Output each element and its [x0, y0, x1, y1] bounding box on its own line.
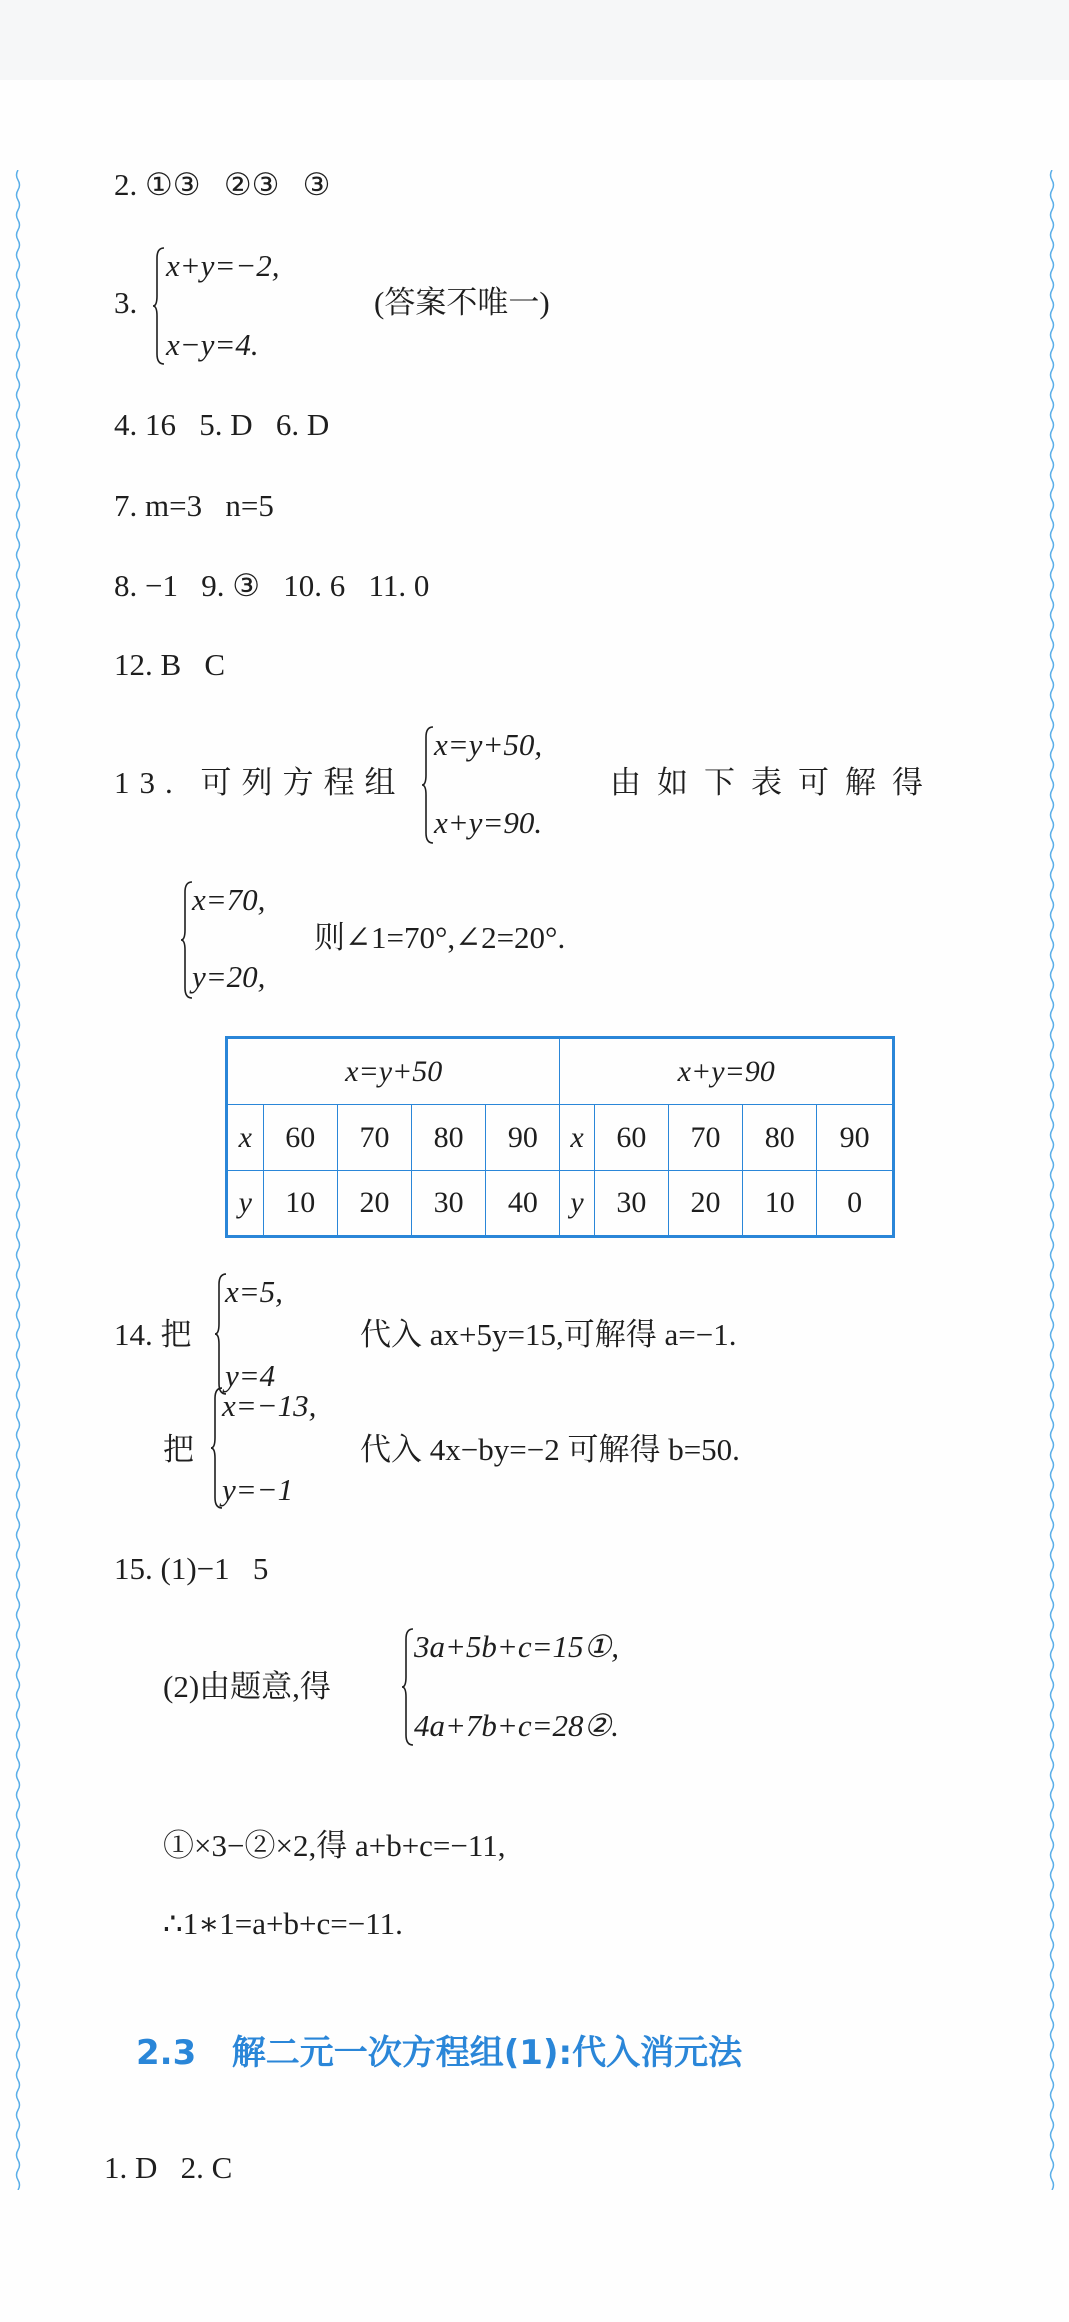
answer-2: 2. ①③ ②③ ③	[114, 167, 331, 202]
table-cell: 30	[594, 1171, 668, 1237]
answer-15-part1: 15. (1)−1 5	[114, 1551, 269, 1586]
answer-7: 7. m=3 n=5	[114, 488, 274, 523]
table-cell: 90	[817, 1105, 894, 1171]
table-cell: x	[560, 1105, 594, 1171]
solution: x=70,	[192, 882, 266, 917]
equation: y=4	[225, 1358, 276, 1393]
answer-13-suffix: 由如下表可解得	[610, 765, 939, 800]
equation: x+y=−2,	[166, 248, 280, 283]
top-margin	[0, 0, 1069, 80]
answer-14-text: 代入 ax+5y=15,可解得 a=−1.	[360, 1317, 737, 1352]
table-header-right: x+y=90	[560, 1038, 894, 1105]
answer-15-part2-prefix: (2)由题意,得	[163, 1669, 331, 1704]
answer-14-prefix2: 把	[163, 1432, 194, 1467]
table-cell: 0	[817, 1171, 894, 1237]
table-cell: 80	[743, 1105, 817, 1171]
table-cell: 80	[412, 1105, 486, 1171]
answer-14-prefix: 14. 把	[114, 1317, 192, 1352]
section-title: 解二元一次方程组(1):代入消元法	[231, 2033, 743, 2073]
table-cell: x	[227, 1105, 264, 1171]
equation: x=5,	[225, 1274, 283, 1309]
equation: x=−13,	[222, 1388, 317, 1423]
section-heading	[136, 2025, 742, 2074]
brace-icon	[152, 246, 166, 366]
table-row-x	[227, 1105, 894, 1171]
table-cell: y	[560, 1171, 594, 1237]
table-cell: 60	[263, 1105, 337, 1171]
equation: x+y=90.	[434, 805, 543, 840]
answer-3-label: 3.	[114, 285, 138, 320]
table-cell: 40	[486, 1171, 560, 1237]
answer-15-conclusion: ∴1∗1=a+b+c=−11.	[163, 1906, 403, 1941]
brace-icon	[401, 1627, 415, 1747]
table-cell: 10	[263, 1171, 337, 1237]
equation: x=y+50,	[434, 727, 543, 762]
table-cell: 20	[668, 1171, 742, 1237]
table-row-y	[227, 1171, 894, 1237]
answer-12: 12. B C	[114, 647, 226, 682]
equation: 3a+5b+c=15①,	[414, 1629, 620, 1664]
answer-14-text2: 代入 4x−by=−2 可解得 b=50.	[360, 1432, 740, 1467]
equation: y=−1	[222, 1472, 294, 1507]
left-wavy-border	[14, 170, 22, 2190]
next-answers: 1. D 2. C	[104, 2150, 233, 2185]
note: (答案不唯一)	[374, 285, 550, 320]
table-cell: 10	[743, 1171, 817, 1237]
equation: x−y=4.	[166, 327, 259, 362]
table-cell: 90	[486, 1105, 560, 1171]
table-header-left: x=y+50	[227, 1038, 560, 1105]
brace-icon	[421, 725, 435, 845]
section-number: 2.3	[136, 2033, 197, 2073]
answer-13-prefix: 13. 可列方程组	[114, 765, 406, 800]
solution: y=20,	[192, 959, 266, 994]
value-table	[225, 1036, 895, 1238]
equation: 4a+7b+c=28②.	[414, 1708, 620, 1743]
table-cell: 70	[337, 1105, 411, 1171]
table-cell: 30	[412, 1171, 486, 1237]
angle-result: 则∠1=70°,∠2=20°.	[314, 920, 566, 955]
answer-15-step: ①×3−②×2,得 a+b+c=−11,	[163, 1828, 506, 1863]
table-cell: 70	[668, 1105, 742, 1171]
table-cell: y	[227, 1171, 264, 1237]
right-wavy-border	[1048, 170, 1056, 2190]
answers-4-6: 4. 16 5. D 6. D	[114, 407, 330, 442]
table-cell: 20	[337, 1171, 411, 1237]
answers-8-11: 8. −1 9. ③ 10. 6 11. 0	[114, 568, 430, 603]
table-cell: 60	[594, 1105, 668, 1171]
